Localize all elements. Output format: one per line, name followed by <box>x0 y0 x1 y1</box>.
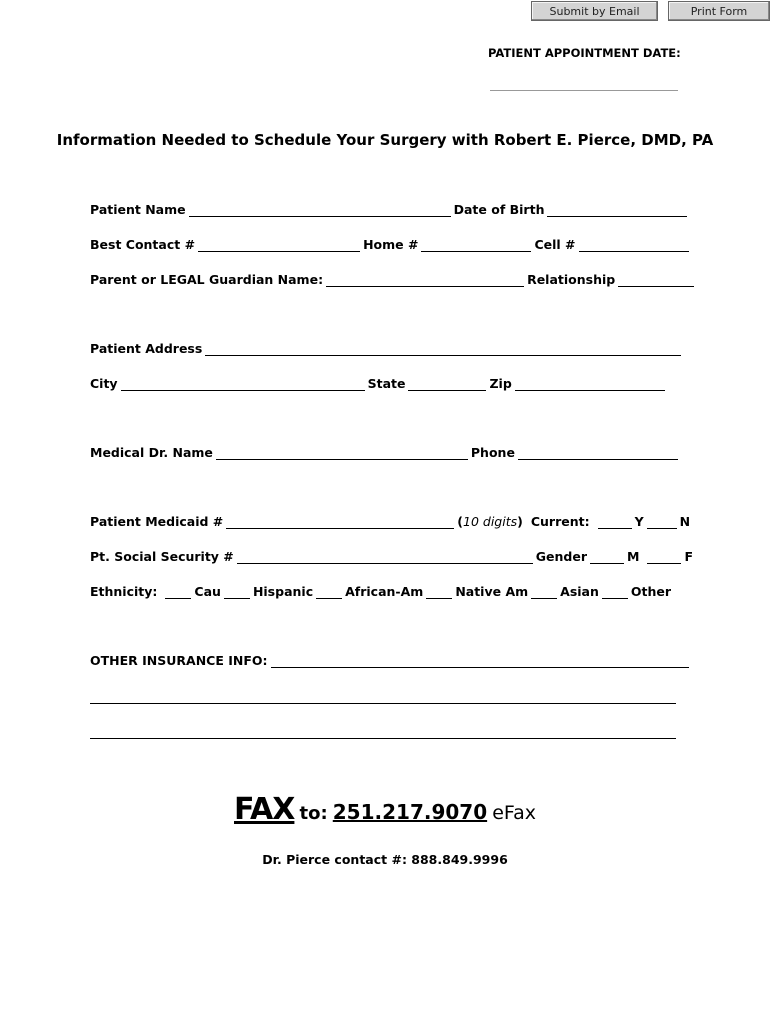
medicaid-field[interactable] <box>226 515 454 529</box>
best-contact-label: Best Contact # <box>90 237 196 252</box>
cell-phone-field[interactable] <box>579 238 689 252</box>
current-no-label: N <box>679 514 691 529</box>
current-label: Current: <box>530 514 590 529</box>
ethnicity-label: Ethnicity: <box>90 584 158 599</box>
row-contact <box>90 237 692 252</box>
state-label: State <box>367 376 406 391</box>
gender-female-label: F <box>684 549 694 564</box>
guardian-name-field[interactable] <box>326 273 524 287</box>
eth-other-label: Other <box>630 584 672 599</box>
eth-cau-field[interactable] <box>165 585 191 599</box>
fax-line <box>0 792 770 827</box>
zip-field[interactable] <box>515 377 665 391</box>
efax-label: eFax <box>492 802 536 824</box>
current-yes-label: Y <box>634 514 644 529</box>
patient-address-field[interactable] <box>205 342 681 356</box>
state-field[interactable] <box>408 377 486 391</box>
medicaid-label: Patient Medicaid # <box>90 514 224 529</box>
home-label: Home # <box>363 237 419 252</box>
other-insurance-label: OTHER INSURANCE INFO: <box>90 653 268 668</box>
gender-male-field[interactable] <box>590 550 624 564</box>
appointment-date-field[interactable] <box>490 90 678 91</box>
patient-name-label: Patient Name <box>90 202 186 217</box>
phone-field[interactable] <box>518 446 678 460</box>
current-yes-field[interactable] <box>598 515 632 529</box>
city-field[interactable] <box>121 377 365 391</box>
eth-native-field[interactable] <box>426 585 452 599</box>
gender-female-field[interactable] <box>647 550 681 564</box>
best-contact-field[interactable] <box>198 238 360 252</box>
eth-other-field[interactable] <box>602 585 628 599</box>
eth-cau-label: Cau <box>194 584 221 599</box>
contact-line: Dr. Pierce contact #: 888.849.9996 <box>262 852 508 867</box>
relationship-label: Relationship <box>527 272 616 287</box>
fax-label: FAX <box>234 792 295 827</box>
row-city <box>90 376 668 391</box>
other-insurance-field[interactable] <box>271 654 689 668</box>
guardian-name-label: Parent or LEGAL Guardian Name: <box>90 272 324 287</box>
gender-label: Gender <box>535 549 588 564</box>
print-form-button[interactable]: Print Form <box>668 1 770 21</box>
relationship-field[interactable] <box>618 273 694 287</box>
medical-dr-label: Medical Dr. Name <box>90 445 213 460</box>
date-of-birth-label: Date of Birth <box>453 202 545 217</box>
fax-number: 251.217.9070 <box>332 800 488 824</box>
row-medical-dr <box>90 445 681 460</box>
city-label: City <box>90 376 118 391</box>
other-insurance-line-2[interactable] <box>90 703 676 704</box>
eth-african-field[interactable] <box>316 585 342 599</box>
date-of-birth-field[interactable] <box>547 203 687 217</box>
home-phone-field[interactable] <box>421 238 531 252</box>
eth-hispanic-field[interactable] <box>224 585 250 599</box>
medicaid-note-open: ( <box>457 514 463 529</box>
row-medicaid <box>90 514 690 529</box>
row-ssn <box>90 549 693 564</box>
row-other-insurance <box>90 653 692 668</box>
cell-label: Cell # <box>534 237 576 252</box>
eth-native-label: Native Am <box>455 584 529 599</box>
gender-male-label: M <box>627 549 640 564</box>
current-no-field[interactable] <box>647 515 677 529</box>
row-address <box>90 341 684 356</box>
patient-name-field[interactable] <box>189 203 451 217</box>
ssn-label: Pt. Social Security # <box>90 549 234 564</box>
eth-hispanic-label: Hispanic <box>252 584 314 599</box>
medicaid-note: 10 digits <box>463 514 518 529</box>
submit-by-email-button[interactable]: Submit by Email <box>531 1 658 21</box>
eth-asian-label: Asian <box>560 584 599 599</box>
eth-asian-field[interactable] <box>531 585 557 599</box>
row-guardian <box>90 272 697 287</box>
fax-to: to: <box>299 803 328 824</box>
phone-label: Phone <box>470 445 515 460</box>
appointment-date-label: PATIENT APPOINTMENT DATE: <box>488 46 681 60</box>
patient-address-label: Patient Address <box>90 341 203 356</box>
row-patient-name <box>90 202 690 217</box>
zip-label: Zip <box>489 376 512 391</box>
medical-dr-field[interactable] <box>216 446 468 460</box>
eth-african-label: African-Am <box>345 584 424 599</box>
medicaid-note-close: ) <box>517 514 523 529</box>
form-title: Information Needed to Schedule Your Surgery with Robert E. Pierce, DMD, PA <box>56 131 714 149</box>
row-ethnicity <box>90 584 671 599</box>
other-insurance-line-3[interactable] <box>90 738 676 739</box>
ssn-field[interactable] <box>237 550 533 564</box>
